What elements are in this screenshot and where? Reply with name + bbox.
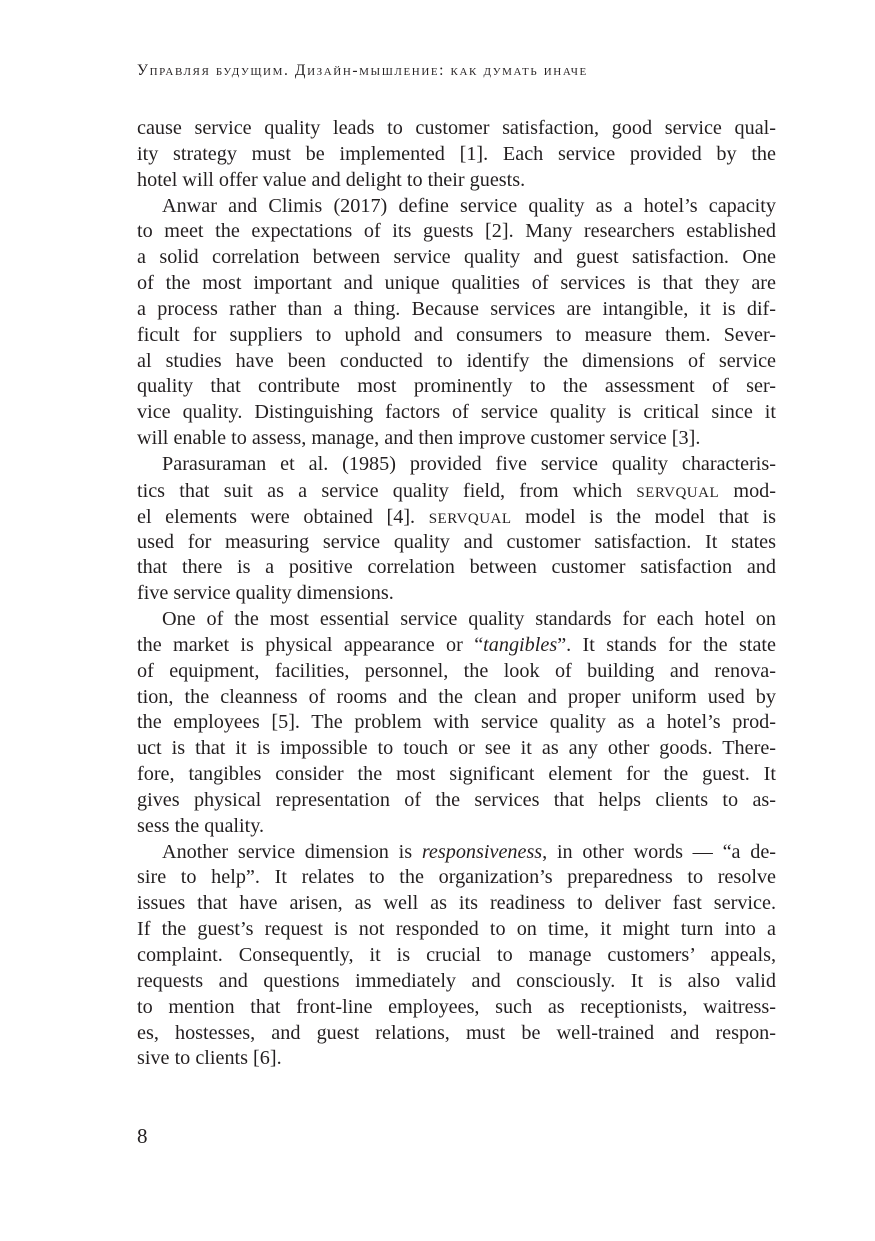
text-line — [137, 452, 776, 478]
text-line — [137, 1021, 776, 1047]
text-segment: to mention that front-line employees, such as receptionists, waitress- — [137, 995, 776, 1018]
text-segment: five service quality dimensions. — [137, 582, 394, 605]
text-line — [137, 1046, 776, 1072]
text-line — [137, 168, 776, 194]
text-line — [137, 142, 776, 168]
text-line — [137, 633, 776, 659]
text-line — [137, 271, 776, 297]
paragraph — [137, 194, 776, 452]
text-line — [137, 710, 776, 736]
text-segment: al studies have been conducted to identify the dimensions of service — [137, 349, 776, 372]
text-line — [137, 374, 776, 400]
text-line — [137, 762, 776, 788]
text-segment: Anwar and Climis (2017) define service quality as a hotel’s capacity — [162, 194, 776, 217]
text-line — [137, 736, 776, 762]
body-text — [137, 116, 776, 1072]
text-line — [137, 478, 776, 504]
text-line — [137, 530, 776, 556]
paragraph — [137, 840, 776, 1073]
text-line — [137, 555, 776, 581]
small-caps-term: servqual — [636, 477, 720, 502]
text-line — [137, 116, 776, 142]
text-line — [137, 219, 776, 245]
text-segment: a solid correlation between service quality and guest satisfaction. One — [137, 246, 776, 269]
text-line — [137, 891, 776, 917]
text-segment: sive to clients [6]. — [137, 1047, 282, 1070]
text-line — [137, 194, 776, 220]
small-caps-term: servqual — [428, 503, 512, 528]
paragraph — [137, 452, 776, 607]
text-segment: el elements were obtained [4]. — [137, 505, 429, 528]
text-segment: complaint. Consequently, it is crucial to manage customers’ appeals, — [137, 944, 776, 966]
text-line — [137, 969, 776, 995]
text-segment: of equipment, facilities, personnel, the look of building and renova- — [137, 659, 776, 682]
text-line — [137, 297, 776, 323]
text-segment: requests and questions immediately and consciously. It is also valid — [137, 969, 776, 992]
text-segment: that there is a positive correlation between customer satisfaction and — [137, 556, 776, 579]
text-segment: tion, the cleanness of rooms and the clean and proper uniform used by — [137, 685, 776, 708]
text-line — [137, 865, 776, 891]
text-segment: tics that suit as a service quality field, from which — [137, 479, 637, 502]
text-segment: the employees [5]. The problem with service quality as a hotel’s prod- — [137, 711, 776, 734]
text-segment: issues that have arisen, as well as its readiness to deliver fast service. — [137, 892, 776, 915]
text-segment: quality that contribute most prominently to the assessment of ser- — [137, 375, 776, 398]
text-segment: Another service dimension is — [162, 840, 422, 863]
text-line — [137, 504, 776, 530]
text-line — [137, 917, 776, 943]
text-line — [137, 607, 776, 633]
italic-term: responsiveness — [421, 840, 543, 863]
text-line — [137, 685, 776, 711]
text-line — [137, 840, 776, 866]
text-line — [137, 400, 776, 426]
text-segment: es, hostesses, and guest relations, must be well-trained and respon- — [137, 1021, 776, 1044]
text-line — [137, 581, 776, 607]
text-segment: model is the model that is — [511, 505, 776, 528]
text-segment: uct is that it is impossible to touch or see it as any other goods. There- — [137, 737, 776, 760]
italic-term: tangibles — [483, 633, 558, 656]
text-segment: hotel will offer value and delight to their guests. — [137, 168, 526, 191]
text-line — [137, 943, 776, 969]
text-segment: ity strategy must be implemented [1]. Each service provided by the — [137, 142, 776, 165]
text-segment: to meet the expectations of its guests [2]. Many researchers established — [137, 220, 776, 243]
text-segment: mod- — [719, 479, 776, 502]
running-header: Управляя будущим. Дизайн-мышление: как думать иначе — [137, 62, 588, 79]
text-segment: , in other words — “a de- — [542, 840, 776, 863]
text-segment: sire to help”. It relates to the organization’s preparedness to resolve — [137, 866, 776, 889]
text-segment: ”. It stands for the state — [557, 633, 776, 656]
text-segment: cause service quality leads to customer satisfaction, good service qual- — [137, 117, 776, 139]
text-segment: fore, tangibles consider the most significant element for the guest. It — [137, 763, 776, 786]
text-segment: ficult for suppliers to uphold and consumers to measure them. Sever- — [137, 323, 776, 346]
text-line — [137, 995, 776, 1021]
text-segment: a process rather than a thing. Because services are intangible, it is dif- — [137, 297, 776, 320]
text-segment: sess the quality. — [137, 814, 265, 837]
text-line — [137, 426, 776, 452]
text-segment: the market is physical appearance or “ — [137, 633, 484, 656]
text-segment: Parasuraman et al. (1985) provided five service quality characteris- — [162, 452, 776, 475]
text-line — [137, 245, 776, 271]
text-segment: One of the most essential service quality standards for each hotel on — [162, 608, 776, 631]
text-segment: of the most important and unique qualities of services is that they are — [137, 272, 776, 295]
paragraph — [137, 116, 776, 194]
text-segment: vice quality. Distinguishing factors of service quality is critical since it — [137, 401, 776, 424]
text-segment: If the guest’s request is not responded to on time, it might turn into a — [137, 918, 776, 941]
text-line — [137, 788, 776, 814]
text-line — [137, 659, 776, 685]
text-line — [137, 814, 776, 840]
paragraph — [137, 607, 776, 840]
text-segment: gives physical representation of the services that helps clients to as- — [137, 788, 776, 811]
text-segment: will enable to assess, manage, and then improve customer service [3]. — [137, 427, 701, 450]
text-line — [137, 323, 776, 349]
text-segment: used for measuring service quality and customer satisfaction. It states — [137, 530, 776, 553]
text-line — [137, 349, 776, 375]
page-number: 8 — [137, 1124, 148, 1148]
